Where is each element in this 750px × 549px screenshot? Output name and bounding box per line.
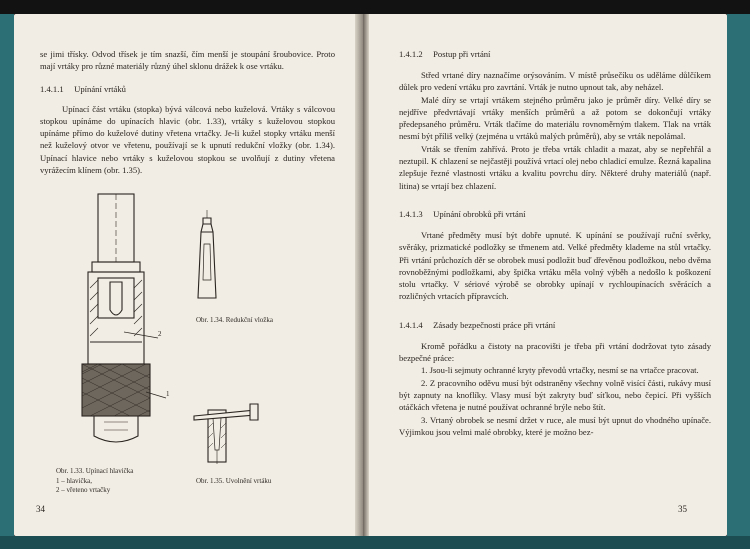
body-paragraph: Vrtané předměty musí být dobře upnuté. K upínání se používají ruční svěrky, svěráky, prizmatické podložky se třmenem atd. Velké předměty klademe na stůl vrtačky. Při vrtání průchozích děr se obrobek musí podložit buď dřevěnou podložkou, nebo dvěma rovnoběžnými podložkami, aby špička vrtáku měla volný výběh a nedošlo k poškození stolu vrtačky. V sériové výrobě se obrobky upínají v rychloupínacích svěrácích a rozličných vrtacích přípravcích. (399, 229, 711, 302)
body-paragraph: Vrták se třením zahřívá. Proto je třeba vrták chladit a mazat, aby se nepřehřál a neztupil. K chlazení se nejčastěji používá vrtací olej nebo chladicí emulze. Řezná kapalina zlepšuje řezné vlastnosti vrtáku a kvalitu povrchu díry. Některé druhy materiálů (např. litina) se vrtají bez chlazení. (399, 143, 711, 191)
figure-label-1: 1 (166, 390, 170, 398)
page-number-left: 34 (36, 504, 45, 514)
section-title: Upínání obrobků při vrtání (433, 208, 526, 219)
list-item: 2. Z pracovního oděvu musí být odstraněny všechny volně visící části, rukávy musí být zapnuty na knoflíky. Vlasy musí být zakryty buď síťkou, nebo čepicí. Při vyšších otáčkách vřetena je nutné používat ochranné brýle nebo štít. (399, 377, 711, 413)
section-number: 1.4.1.2 (399, 49, 423, 59)
section-title: Postup při vrtání (433, 49, 491, 59)
body-paragraph: Kromě pořádku a čistoty na pracovišti je třeba při vrtání dodržovat tyto zásady bezpečné práce: (399, 340, 711, 364)
intro-paragraph: se jimi třísky. Odvod třísek je tím snazší, čím menší je stoupání šroubovice. Proto mají vrtáky pro různé materiály různý úhel sklonu drážek k ose vrtáku. (40, 49, 335, 72)
figure-134-caption: Obr. 1.34. Redukční vložka (196, 316, 273, 324)
body-paragraph: Střed vrtané díry naznačíme orýsováním. V místě průsečíku os uděláme důlčíkem důlek pro vedení vrtáku pro zavrtání. Vrták je nutno upnout tak, aby neházel. (399, 70, 711, 93)
cover-edge-right (727, 14, 750, 538)
left-page (14, 14, 355, 536)
figure-label-2: 2 (158, 330, 162, 338)
section-heading (399, 48, 711, 60)
section-title: Zásady bezpečnosti práce při vrtání (433, 319, 556, 330)
section-number: 1.4.1.3 (399, 208, 423, 219)
section-title: Upínání vrtáků (74, 83, 126, 94)
right-page (369, 14, 727, 536)
cover-edge-bottom (0, 536, 750, 549)
body-paragraph: Malé díry se vrtají vrtákem stejného průměru jako je průměr díry. Velké díry se nejdříve předvrtávají vrtáky menších průměrů a až potom se dokončují vrtáky předepsaného průměru. Vrták tlačíme do materiálu rovnoměrným tlakem. Tlak na vrták nesmí být příliš velký (zejména u vrtáků malých průměrů), aby se vrták nepolámal. (399, 94, 711, 142)
list-item: 1. Jsou-li sejmuty ochranné kryty převodů vrtačky, nesmí se na vrtačce pracovat. (421, 365, 699, 376)
figure-reduction-sleeve (192, 210, 222, 305)
page-number-right: 35 (678, 504, 687, 514)
list-item: 3. Vrtaný obrobek se nesmí držet v ruce, ale musí být upnut do vhodného upínače. Výjimkou jsou velmi malé obrobky, které je možno bez- (399, 414, 711, 437)
figure-135-caption: Obr. 1.35. Uvolnění vrtáku (196, 477, 272, 485)
figure-133-caption (56, 467, 133, 496)
figure-133-legend-1: 1 – hlavička, (56, 476, 92, 485)
section-heading (399, 208, 711, 220)
section-number: 1.4.1.4 (399, 319, 423, 330)
section-heading (40, 83, 335, 95)
section-heading (399, 319, 711, 331)
body-paragraph: Upínací část vrtáku (stopka) bývá válcová nebo kuželová. Vrtáky s válcovou stopkou upínáme do upínacích hlavic (obr. 1.33), vrtáky s kuželovou stopkou upínáme přímo do kuželové dutiny vřetena vrtačky. Je-li kužel stopky vrtáku menší než kuželový otvor ve vřetenu, používají se k upnutí redukční vložky (obr. 1.34). Upínací hlavice nebo vrtáky s kuželovou stopkou se uvolňují z dutiny vřetena vyrážecím klínem (obr. 1.35). (40, 103, 335, 176)
book-top-edge (0, 0, 750, 14)
figure-release-wedge (186, 398, 266, 468)
figure-133-legend-2: 2 – vřeteno vrtačky (56, 486, 111, 494)
section-number: 1.4.1.1 (40, 83, 64, 94)
figure-drill-chuck (54, 192, 204, 454)
cover-edge-left (0, 14, 14, 538)
figure-133-title: Obr. 1.33. Upínací hlavička (56, 467, 134, 475)
gutter-shadow-left (355, 14, 363, 536)
